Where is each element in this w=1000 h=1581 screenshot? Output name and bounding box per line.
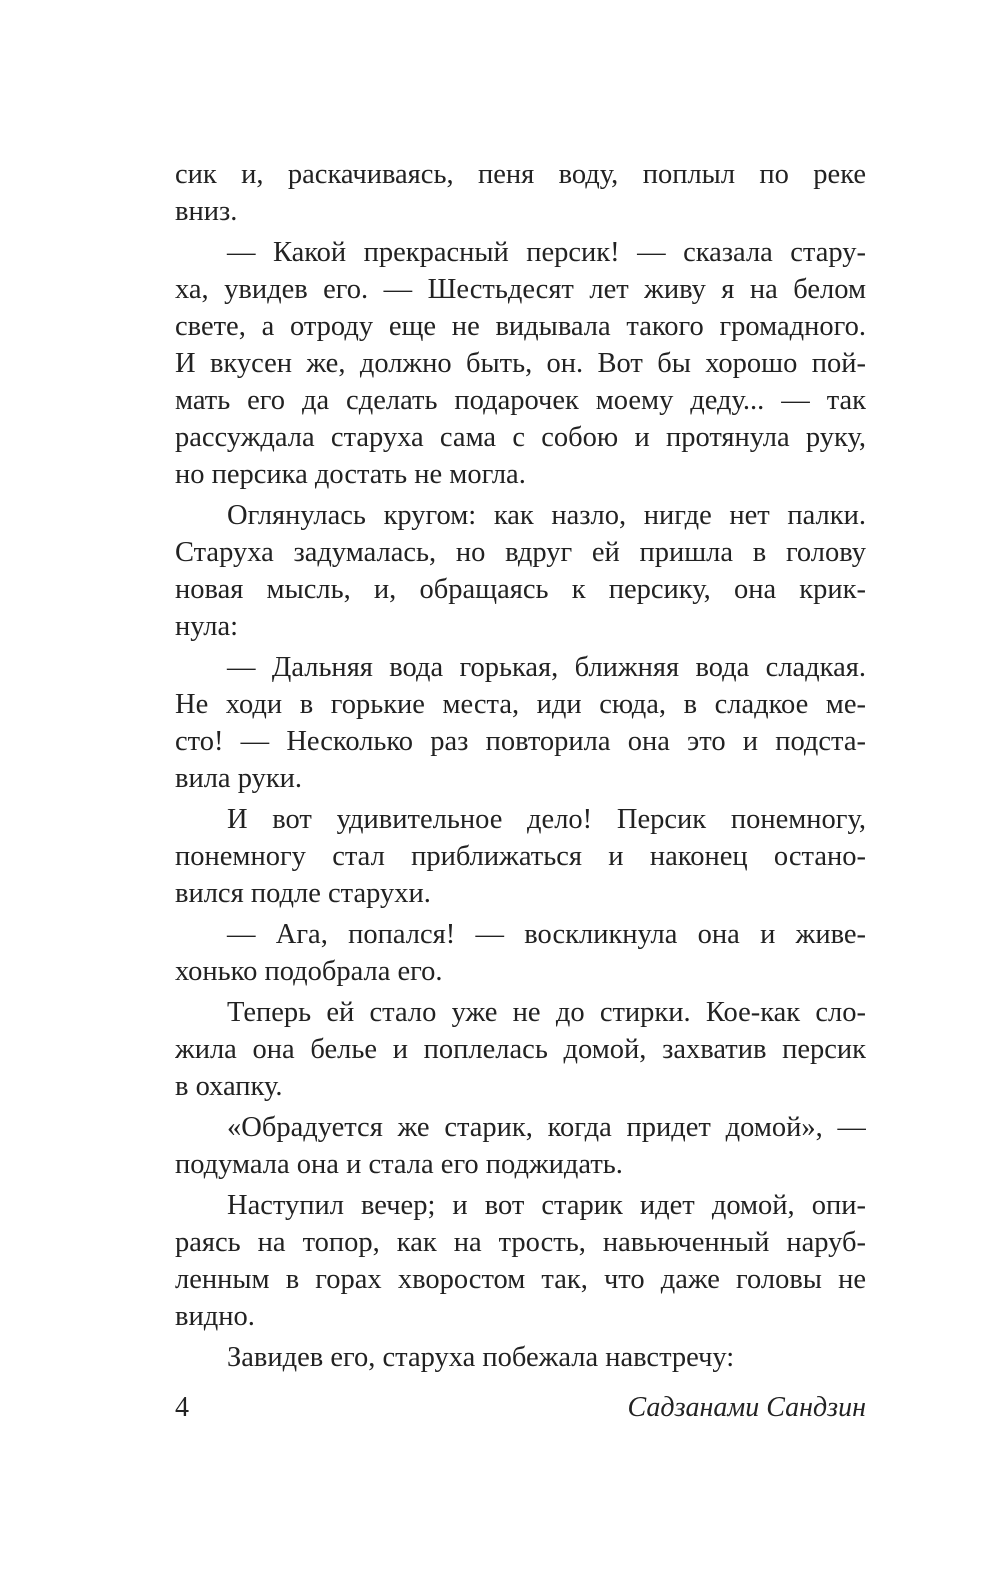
text-line: сик и, раскачиваясь, пеня воду, поплыл по реке	[175, 159, 866, 190]
paragraph	[175, 234, 866, 493]
text-line: вниз.	[175, 196, 238, 227]
text-line: видно.	[175, 1301, 255, 1332]
text-line: ленным в горах хворостом так, что даже головы не	[175, 1264, 866, 1295]
text-line: понемногу стал приближаться и наконец остано-	[175, 841, 866, 872]
text-line: в охапку.	[175, 1071, 283, 1102]
page-number: 4	[175, 1392, 189, 1423]
text-line: Теперь ей стало уже не до стирки. Кое-как сло-	[227, 997, 866, 1028]
text-line: Наступил вечер; и вот старик идет домой, опи-	[227, 1190, 866, 1221]
paragraph	[175, 801, 866, 912]
running-title-author: Садзанами Сандзин	[627, 1392, 866, 1423]
text-line: — Дальняя вода горькая, ближняя вода сладкая.	[227, 652, 866, 683]
paragraph	[175, 916, 866, 990]
text-line: свете, а отроду еще не видывала такого громадного.	[175, 311, 866, 342]
paragraph	[175, 1339, 866, 1376]
text-line: но персика достать не могла.	[175, 459, 526, 490]
body-text	[175, 156, 866, 1376]
paragraph	[175, 649, 866, 797]
text-line: Не ходи в горькие места, иди сюда, в сладкое ме-	[175, 689, 866, 720]
paragraph	[175, 1187, 866, 1335]
text-line: И вот удивительное дело! Персик понемногу,	[227, 804, 866, 835]
text-line: Старуха задумалась, но вдруг ей пришла в голову	[175, 537, 866, 568]
text-line: сто! — Несколько раз повторила она это и подста-	[175, 726, 866, 757]
text-line: — Какой прекрасный персик! — сказала стару-	[227, 237, 866, 268]
text-line: Завидев его, старуха побежала навстречу:	[227, 1342, 735, 1373]
text-line: нула:	[175, 611, 239, 642]
text-line: вился подле старухи.	[175, 878, 431, 909]
text-line: рассуждала старуха сама с собою и протянула руку,	[175, 422, 866, 453]
text-line: новая мысль, и, обращаясь к персику, она крик-	[175, 574, 866, 605]
text-line: Оглянулась кругом: как назло, нигде нет палки.	[227, 500, 866, 531]
text-line: раясь на топор, как на трость, навьюченный наруб-	[175, 1227, 866, 1258]
text-line: «Обрадуется же старик, когда придет домой», —	[227, 1112, 866, 1143]
paragraph	[175, 156, 866, 230]
text-line: вила руки.	[175, 763, 303, 794]
text-line: ха, увидев его. — Шестьдесят лет живу я на белом	[175, 274, 866, 305]
paragraph	[175, 994, 866, 1105]
text-line: — Ага, попался! — воскликнула она и живе-	[227, 919, 866, 950]
text-line: мать его да сделать подарочек моему деду... — так	[175, 385, 866, 416]
paragraph	[175, 497, 866, 645]
text-line: жила она белье и поплелась домой, захватив персик	[175, 1034, 866, 1065]
page-footer	[175, 1388, 866, 1428]
text-line: хонько подобрала его.	[175, 956, 443, 987]
paragraph	[175, 1109, 866, 1183]
text-line: И вкусен же, должно быть, он. Вот бы хорошо пой-	[175, 348, 866, 379]
text-line: подумала она и стала его поджидать.	[175, 1149, 623, 1180]
